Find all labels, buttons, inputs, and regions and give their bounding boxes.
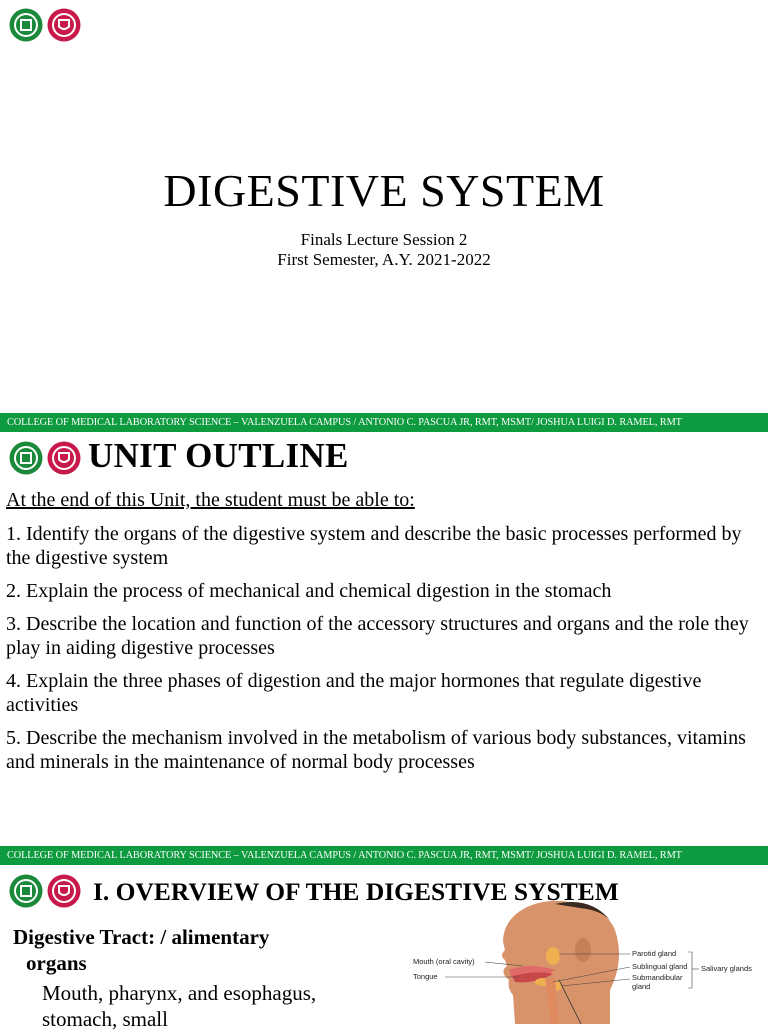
- subtitle-semester: First Semester, A.Y. 2021-2022: [277, 250, 491, 269]
- unit-outline-heading: UNIT OUTLINE: [88, 436, 349, 475]
- college-seal-logo: [47, 874, 81, 908]
- tract-label-alimentary: alimentary: [171, 925, 270, 949]
- university-seal-logo: [9, 874, 43, 908]
- university-seal-logo: [9, 8, 43, 42]
- organs-list-text: Mouth, pharynx, and esophagus, stomach, small: [42, 981, 317, 1031]
- objective-item: 4. Explain the three phases of digestion and the major hormones that regulate digestive activities: [6, 670, 702, 716]
- digestive-anatomy-illustration: [405, 900, 765, 1024]
- head-profile-shape: [502, 901, 619, 1024]
- objectives-intro: At the end of this Unit, the student must be able to:: [6, 489, 415, 511]
- objectives-list: [6, 522, 762, 783]
- label-mouth: Mouth (oral cavity): [413, 957, 475, 966]
- slide-footer: COLLEGE OF MEDICAL LABORATORY SCIENCE – VALENZUELA CAMPUS / ANTONIO C. PASCUA JR, RMT, MSMT/ JOSHUA LUIGI D. RAMEL, RMT: [0, 846, 768, 865]
- label-tongue: Tongue: [413, 972, 438, 981]
- objective-item: 5. Describe the mechanism involved in the metabolism of various body substances, vitamins and minerals in the maintenance of normal body processes: [6, 727, 746, 773]
- label-submandibular: Submandibular: [632, 973, 683, 982]
- tract-label-part: Digestive Tract: /: [13, 925, 172, 949]
- college-seal-logo: [47, 441, 81, 475]
- slide-title-heading: DIGESTIVE SYSTEM: [163, 165, 605, 216]
- slide-title: [0, 0, 768, 432]
- objective-item: 3. Describe the location and function of the accessory structures and organs and the role they play in aiding digestive processes: [6, 613, 749, 659]
- objective-item: 1. Identify the organs of the digestive system and describe the basic processes performed by the digestive system: [6, 523, 742, 569]
- university-seal-logo: [9, 441, 43, 475]
- tract-label-organs: organs: [26, 951, 87, 975]
- label-parotid: Parotid gland: [632, 949, 677, 958]
- label-submandibular-gland: gland: [632, 982, 651, 991]
- objective-item: 2. Explain the process of mechanical and chemical digestion in the stomach: [6, 580, 612, 602]
- slide-subtitle: [0, 230, 768, 270]
- label-sublingual: Sublingual gland: [632, 962, 688, 971]
- digestive-tract-label: [13, 924, 313, 976]
- overview-heading: I. OVERVIEW OF THE DIGESTIVE SYSTEM: [93, 877, 619, 906]
- college-seal-logo: [47, 8, 81, 42]
- subtitle-session: Finals Lecture Session 2: [300, 230, 468, 249]
- label-salivary-glands: Salivary glands: [701, 964, 752, 973]
- slide-footer: COLLEGE OF MEDICAL LABORATORY SCIENCE – VALENZUELA CAMPUS / ANTONIO C. PASCUA JR, RMT, MSMT/ JOSHUA LUIGI D. RAMEL, RMT: [0, 413, 768, 432]
